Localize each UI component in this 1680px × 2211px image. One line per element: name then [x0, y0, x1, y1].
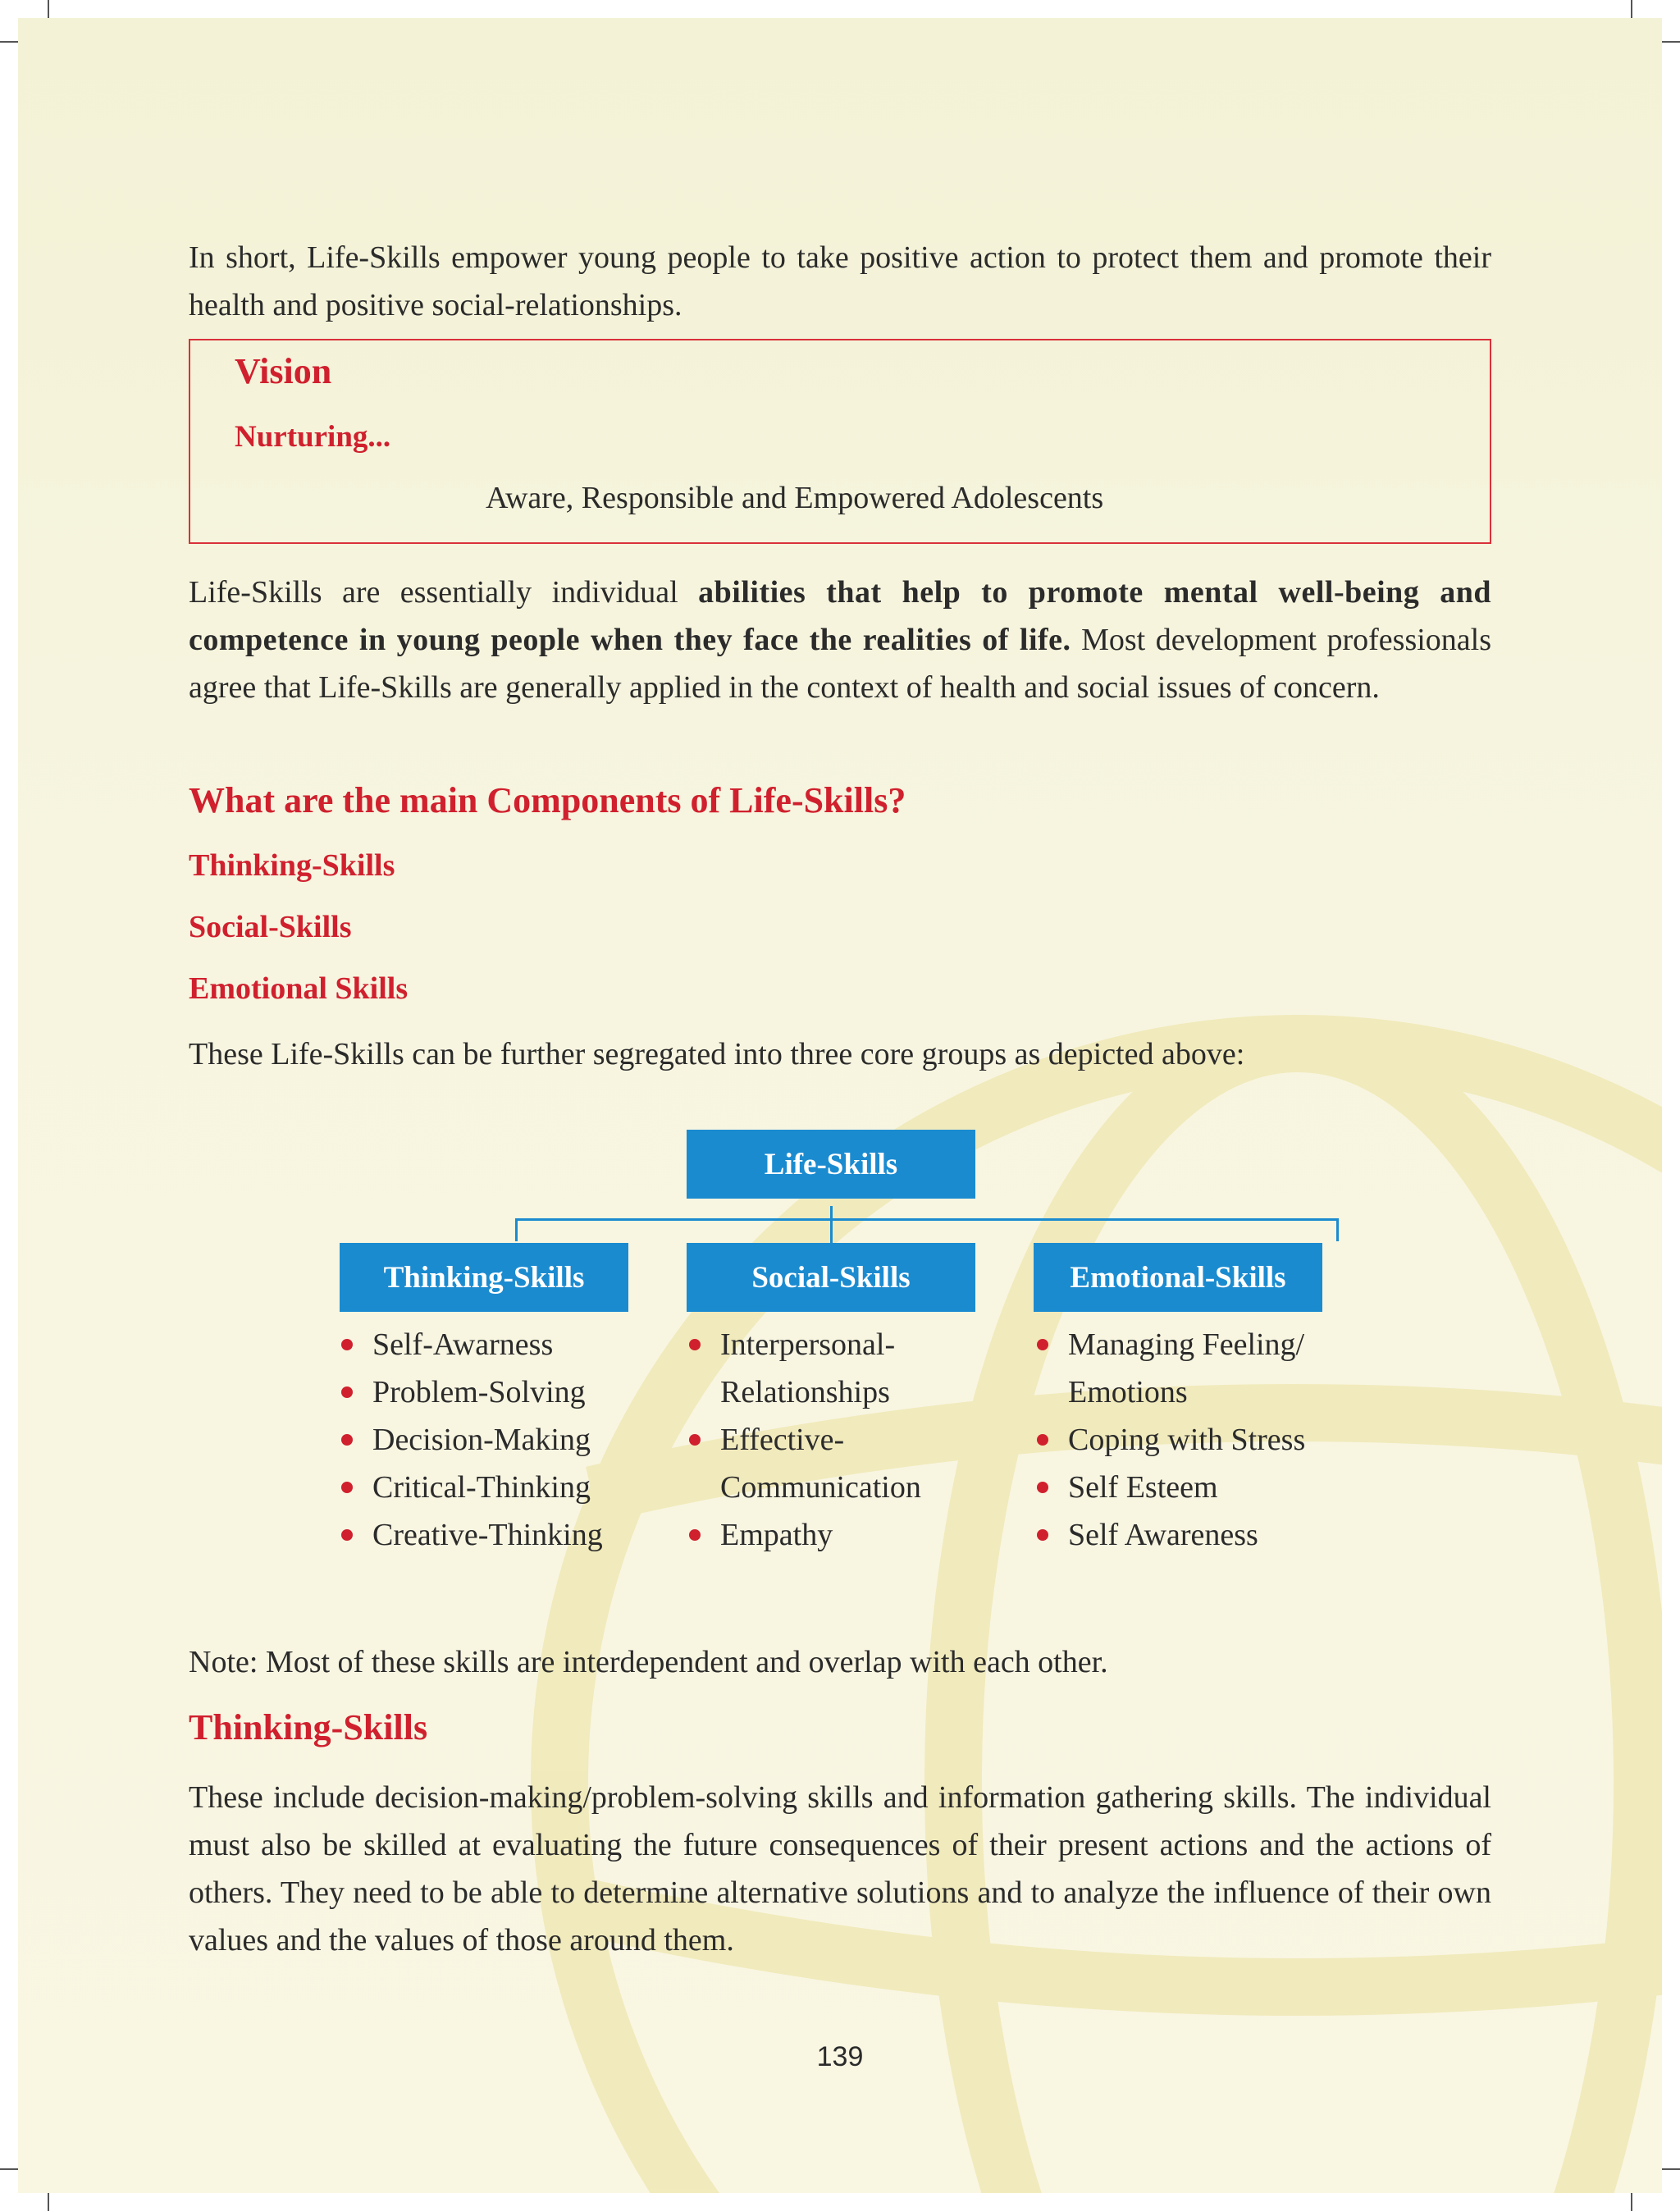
diagram-connector [830, 1206, 833, 1244]
social-skills-box: Social-Skills [687, 1243, 975, 1312]
bullet-icon [689, 1529, 701, 1541]
list-item [336, 1368, 681, 1416]
components-heading: What are the main Components of Life-Skills? [189, 780, 906, 820]
thinking-skills-list [336, 1321, 681, 1559]
list-item-label: Self-Awarness [372, 1327, 554, 1362]
crop-mark [48, 2193, 49, 2211]
vision-subtitle: Nurturing... [235, 420, 391, 454]
component-item: Social-Skills [189, 910, 352, 944]
thinking-skills-heading: Thinking-Skills [189, 1707, 428, 1747]
list-item-label: Empathy [720, 1518, 833, 1552]
list-item [1032, 1321, 1376, 1416]
diagram-root-box: Life-Skills [687, 1130, 975, 1199]
components-summary: These Life-Skills can be further segregated into three core groups as depicted above: [189, 1037, 1245, 1071]
list-item [684, 1416, 1012, 1511]
definition-bold: abilities that help to promote mental well-being and competence in young people when they face the realities of life. [189, 575, 1491, 657]
component-item: Emotional Skills [189, 971, 409, 1006]
list-item-label: Coping with Stress [1068, 1423, 1306, 1457]
bullet-icon [341, 1529, 353, 1541]
page-number: 139 [816, 2041, 864, 2072]
emotional-skills-list [1032, 1321, 1376, 1559]
diagram-connector [1336, 1218, 1339, 1241]
bullet-icon [341, 1482, 353, 1493]
list-item-label: Self Esteem [1068, 1470, 1218, 1505]
bullet-icon [341, 1386, 353, 1398]
emotional-skills-box: Emotional-Skills [1034, 1243, 1322, 1312]
list-item [336, 1464, 681, 1511]
list-item [1032, 1416, 1376, 1464]
list-item-label: Critical-Thinking [372, 1470, 591, 1505]
bullet-icon [1037, 1529, 1048, 1541]
bullet-icon [1037, 1434, 1048, 1446]
diagram-connector [515, 1218, 1339, 1221]
crop-mark [0, 41, 18, 43]
list-item [1032, 1511, 1376, 1559]
bullet-icon [341, 1434, 353, 1446]
list-item [684, 1321, 1012, 1416]
vision-statement: Aware, Responsible and Empowered Adolescents [486, 481, 1104, 515]
crop-mark [1662, 2168, 1680, 2170]
crop-mark [48, 0, 49, 18]
list-item-label: Decision-Making [372, 1423, 591, 1457]
list-item-label: Self Awareness [1068, 1518, 1258, 1552]
list-item-label: Problem-Solving [372, 1375, 586, 1409]
component-item: Thinking-Skills [189, 848, 395, 883]
list-item-label: Interpersonal- Relationships [720, 1327, 896, 1409]
list-item [684, 1511, 1012, 1559]
list-item [1032, 1464, 1376, 1511]
bullet-icon [1037, 1339, 1048, 1350]
social-skills-list [684, 1321, 1012, 1559]
vision-title: Vision [235, 351, 332, 391]
definition-tail: Most development professionals agree that Life-Skills are generally applied in the context of health and social issues of concern. [189, 623, 1491, 705]
list-item [336, 1511, 681, 1559]
bullet-icon [689, 1434, 701, 1446]
bullet-icon [1037, 1482, 1048, 1493]
list-item-label: Managing Feeling/ Emotions [1068, 1327, 1305, 1409]
intro-paragraph: In short, Life-Skills empower young people to take positive action to protect them and promote their health and positive social-relationships. [189, 240, 1491, 322]
list-item [336, 1321, 681, 1368]
note-paragraph: Note: Most of these skills are interdependent and overlap with each other. [189, 1645, 1108, 1679]
crop-mark [1631, 2193, 1632, 2211]
crop-mark [0, 2168, 18, 2170]
diagram-connector [515, 1218, 518, 1241]
list-item [336, 1416, 681, 1464]
bullet-icon [689, 1339, 701, 1350]
list-item-label: Effective- Communication [720, 1423, 921, 1505]
definition-paragraph [189, 569, 1491, 711]
thinking-skills-box: Thinking-Skills [340, 1243, 628, 1312]
definition-lead: Life-Skills are essentially individual [189, 575, 699, 610]
bullet-icon [341, 1339, 353, 1350]
crop-mark [1631, 0, 1632, 18]
thinking-skills-paragraph: These include decision-making/problem-solving skills and information gathering skills. The individual must also be skilled at evaluating the future consequences of their present actions and the actions of others. They need to be able to determine alternative solutions and to analyze the influence of their own values and the values of those around them. [189, 1780, 1491, 1957]
vision-box [189, 339, 1491, 544]
crop-mark [1662, 41, 1680, 43]
list-item-label: Creative-Thinking [372, 1518, 603, 1552]
